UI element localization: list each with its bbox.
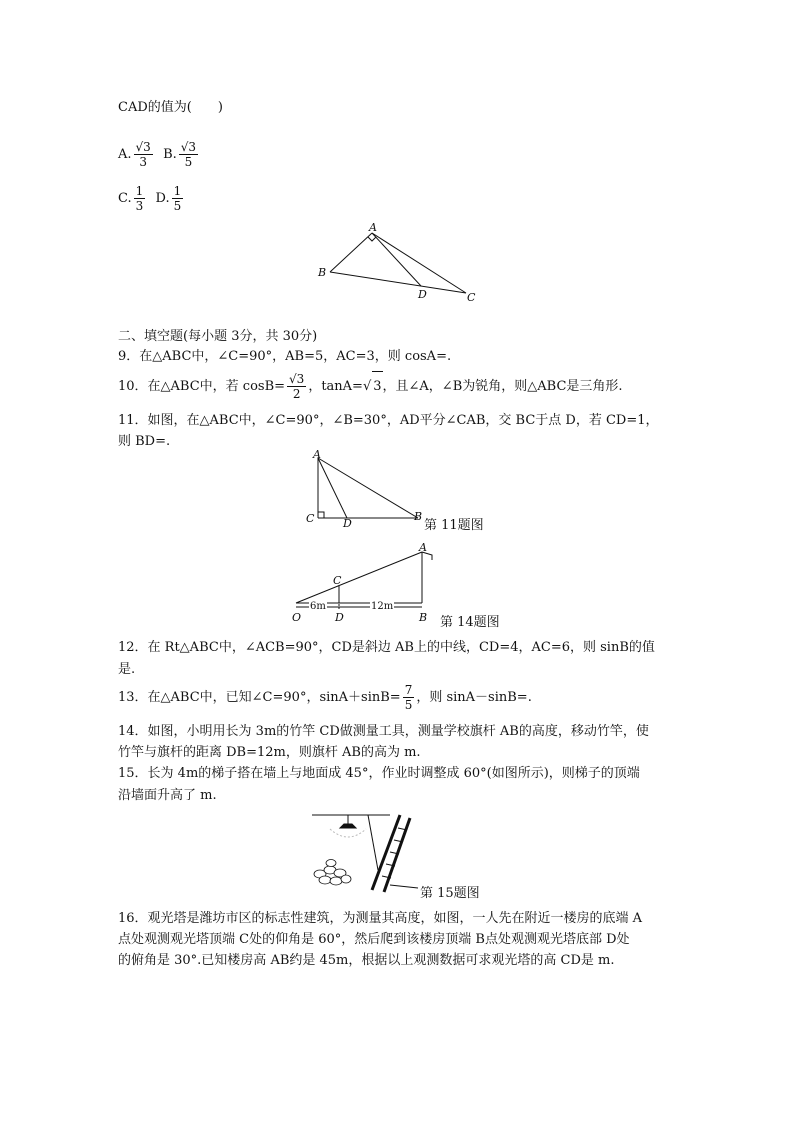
- q11-label-a: A: [313, 448, 321, 461]
- q8-label-d: D: [418, 288, 427, 301]
- option-b-num: √3: [180, 140, 197, 154]
- q13-part1: 13．在△ABC中，已知∠C=90°，sinA＋sinB=: [118, 690, 401, 705]
- option-d-num: 1: [173, 184, 182, 198]
- q9-text: 9．在△ABC中，∠C=90°，AB=5，AC=3，则 cosA=.: [118, 349, 452, 364]
- q15-line1: 15．长为 4m的梯子搭在墙上与地面成 45°，作业时调整成 60°(如图所示)，则梯子的顶端: [118, 766, 640, 781]
- q8-stem-tail: CAD的值为( ): [118, 100, 223, 115]
- q10-frac-num: √3: [289, 372, 305, 386]
- option-c-den: 3: [135, 199, 144, 213]
- fig15-rock-pile: [314, 860, 351, 886]
- fig15-lamp-icon: [340, 824, 356, 828]
- option-a-num: √3: [135, 140, 151, 154]
- fig14-label-d: D: [335, 611, 344, 624]
- q16-line2: 点处观测观光塔顶端 C处的仰角是 60°，然后爬到该楼房顶端 B点处观测观光塔底部 D处: [118, 932, 630, 947]
- fig15-ladder-left: [372, 815, 400, 890]
- option-b-den: 5: [184, 155, 193, 169]
- q16-line1: 16．观光塔是潍坊市区的标志性建筑，为测量其高度，如图，一人先在附近一楼房的底端 A: [118, 911, 643, 926]
- q10-frac-den: 2: [292, 387, 301, 401]
- option-a-letter: A.: [118, 147, 132, 162]
- fig14-caption: 第 14题图: [440, 615, 500, 630]
- fig15-caption: 第 15题图: [420, 886, 480, 901]
- q13-frac-den: 5: [404, 698, 413, 712]
- q11-caption: 第 11题图: [424, 518, 484, 533]
- q13-part2: ，则 sinA－sinB=.: [416, 690, 532, 705]
- option-c-letter: C.: [118, 191, 132, 206]
- q12-line2: 是.: [118, 662, 136, 677]
- fig14-label-c: C: [333, 574, 342, 587]
- q11-label-b: B: [414, 510, 423, 523]
- fig14-dim1: 6m: [310, 601, 326, 612]
- option-a-den: 3: [139, 155, 147, 169]
- q11-line2: 则 BD=.: [118, 434, 171, 449]
- section-heading: 二、填空题(每小题 3分，共 30分): [118, 329, 318, 344]
- q10-text: 10．在△ABC中，若 cosB= $\frac{√3}{2}$ ，tanA=√ 3，且∠A，∠B为锐角，则△ABC是三角形.: [118, 372, 623, 401]
- fig14-label-o: O: [292, 611, 302, 624]
- q14-line1: 14．如图，小明用长为 3m的竹竿 CD做测量工具，测量学校旗杆 AB的高度，移动竹竿，使: [118, 724, 649, 739]
- q16-line3: 的俯角是 30°.已知楼房高 AB约是 45m，根据以上观测数据可求观光塔的高 CD是 m.: [118, 953, 615, 968]
- fig15-wall: [368, 815, 378, 870]
- q10-part1: 10．在△ABC中，若 cosB=: [118, 379, 286, 394]
- q14-line2: 竹竿与旗杆的距离 DB=12m，则旗杆 AB的高为 m.: [118, 745, 421, 760]
- fig14-dim2: 12m: [371, 601, 394, 612]
- fig14-label-b: B: [419, 611, 428, 624]
- q12-line1: 12．在 Rt△ABC中，∠ACB=90°，CD是斜边 AB上的中线，CD=4，AC=6，则 sinB的值: [118, 640, 655, 655]
- q8-label-a: A: [369, 221, 377, 234]
- q15-line2: 沿墙面升高了 m.: [118, 788, 217, 803]
- option-d-letter: D.: [155, 191, 170, 206]
- q11-label-c: C: [306, 512, 315, 525]
- q10-sqrt: 3: [372, 371, 382, 402]
- q8-label-b: B: [318, 266, 327, 279]
- q10-part3: ，且∠A，∠B为锐角，则△ABC是三角形.: [382, 379, 623, 394]
- q13-frac-num: 7: [404, 683, 413, 697]
- q11-line1: 11．如图，在△ABC中，∠C=90°，∠B=30°，AD平分∠CAB，交 BC于点 D，若 CD=1，: [118, 413, 659, 428]
- q10-part2: ，tanA=: [308, 379, 363, 394]
- fig14-label-a: A: [419, 541, 427, 554]
- option-d-den: 5: [173, 199, 182, 213]
- q11-label-d: D: [343, 517, 352, 530]
- q8-label-c: C: [467, 291, 476, 304]
- option-c-num: 1: [135, 184, 144, 198]
- fig15-ladder-right: [384, 818, 410, 892]
- option-b-letter: B.: [163, 147, 177, 162]
